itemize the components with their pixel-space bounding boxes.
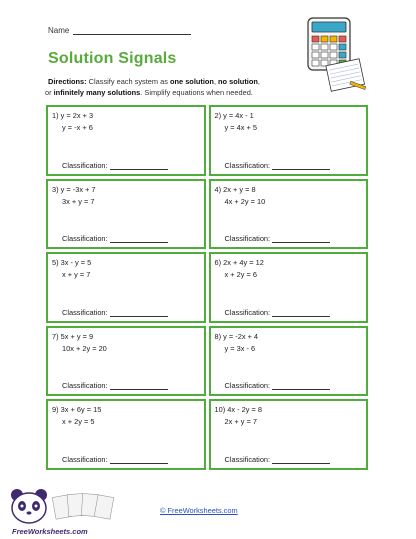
classification-label: Classification: <box>224 381 271 391</box>
classification-answer-field[interactable] <box>110 456 168 464</box>
classification-row <box>225 234 331 243</box>
directions-text-end: . Simplify equations when needed. <box>140 87 253 97</box>
classification-row <box>62 161 168 170</box>
problem-grid <box>46 105 368 470</box>
problem-cell <box>209 326 369 397</box>
equation-1: 3) y = -3x + 7 <box>52 184 96 194</box>
equation-1: 2) y = 4x - 1 <box>214 111 254 120</box>
classification-row <box>225 455 331 464</box>
name-row <box>48 26 191 35</box>
equation-2: x + y = 7 <box>62 270 91 280</box>
problem-cell <box>46 105 206 176</box>
equation-2: y = 3x - 6 <box>224 343 256 353</box>
equation-2: x + 2y = 5 <box>62 417 95 427</box>
directions <box>45 77 298 98</box>
problem-cell <box>46 399 206 470</box>
problem-cell <box>209 105 369 176</box>
classification-label: Classification: <box>62 234 108 244</box>
name-field[interactable] <box>73 26 191 35</box>
classification-row <box>62 308 168 317</box>
copyright-link[interactable]: © FreeWorksheets.com <box>160 506 238 515</box>
equation-1: 7) 5x + y = 9 <box>52 331 94 341</box>
equation-2: y = -x + 6 <box>62 123 93 132</box>
classification-answer-field[interactable] <box>110 162 168 170</box>
classification-row <box>225 308 331 317</box>
directions-text: Classify each system as <box>86 77 170 86</box>
directions-sep: , <box>213 77 219 86</box>
equation-1: 5) 3x - y = 5 <box>52 258 92 268</box>
classification-label: Classification: <box>62 381 108 391</box>
classification-label: Classification: <box>62 307 108 317</box>
problem-cell <box>46 326 206 397</box>
equation-2: y = 4x + 5 <box>224 123 257 132</box>
classification-row <box>62 455 168 464</box>
equation-1: 1) y = 2x + 3 <box>52 111 94 120</box>
problem-cell <box>46 179 206 250</box>
classification-answer-field[interactable] <box>272 382 330 390</box>
classification-answer-field[interactable] <box>110 382 168 390</box>
notepad-pencil-icon <box>322 56 368 92</box>
equation-2: 10x + 2y = 20 <box>62 343 107 353</box>
problem-cell <box>209 252 369 323</box>
logo-text: FreeWorksheets.com <box>12 527 88 536</box>
classification-row <box>225 161 331 170</box>
option-no-solution: no solution <box>218 77 258 86</box>
classification-label: Classification: <box>224 234 271 244</box>
classification-label: Classification: <box>224 454 271 464</box>
equation-1: 9) 3x + 6y = 15 <box>52 405 102 415</box>
equation-1: 10) 4x - 2y = 8 <box>214 405 262 415</box>
directions-sep: , <box>257 77 260 86</box>
classification-label: Classification: <box>224 307 271 317</box>
directions-label: Directions: <box>48 77 87 86</box>
problem-cell <box>46 252 206 323</box>
classification-row <box>62 234 168 243</box>
equation-1: 8) y = -2x + 4 <box>214 331 259 341</box>
equation-2: 2x + y = 7 <box>224 417 257 427</box>
panda-icon <box>11 489 47 523</box>
option-infinite-solutions: infinitely many solutions <box>53 87 141 97</box>
classification-row <box>62 381 168 390</box>
classification-label: Classification: <box>62 454 108 464</box>
equation-1: 4) 2x + y = 8 <box>214 184 256 194</box>
classification-answer-field[interactable] <box>110 309 168 317</box>
problem-cell <box>209 179 369 250</box>
equation-2: 3x + y = 7 <box>62 196 95 206</box>
classification-label: Classification: <box>62 160 108 170</box>
classification-answer-field[interactable] <box>272 162 330 170</box>
worksheet-thumbnails-icon <box>52 493 114 519</box>
equation-1: 6) 2x + 4y = 12 <box>214 258 264 268</box>
classification-answer-field[interactable] <box>272 456 330 464</box>
classification-row <box>225 381 331 390</box>
equation-2: 4x + 2y = 10 <box>224 196 266 206</box>
classification-answer-field[interactable] <box>110 235 168 243</box>
classification-answer-field[interactable] <box>272 235 330 243</box>
problem-cell <box>209 399 369 470</box>
option-one-solution: one solution <box>170 77 214 86</box>
classification-label: Classification: <box>224 160 271 170</box>
directions-or: or <box>45 87 54 97</box>
equation-2: x + 2y = 6 <box>224 270 257 280</box>
worksheet-title: Solution Signals <box>48 50 177 67</box>
name-label: Name <box>48 26 70 35</box>
classification-answer-field[interactable] <box>272 309 330 317</box>
